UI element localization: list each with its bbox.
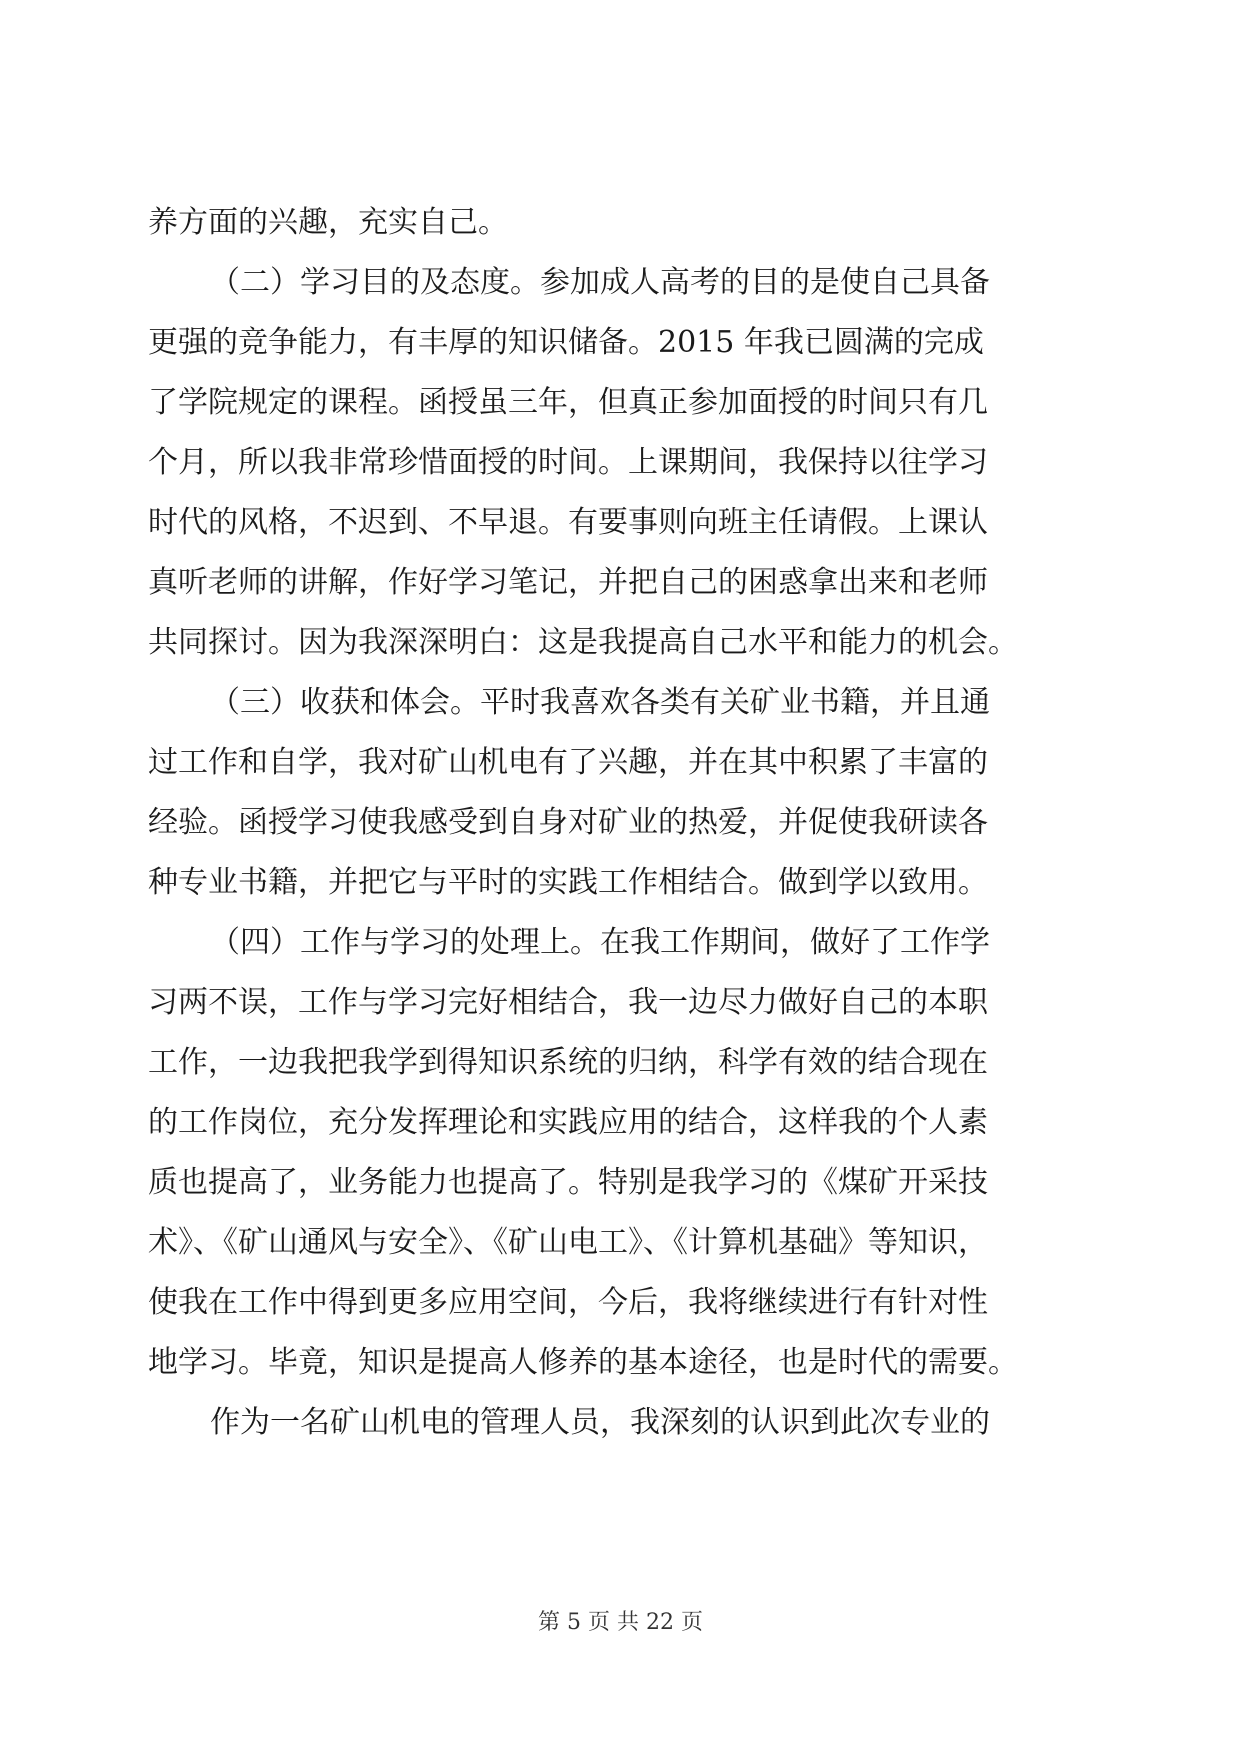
text-line: 使我在工作中得到更多应用空间，今后，我将继续进行有针对性 — [148, 1285, 988, 1320]
page-number: 第 5 页 共 22 页 — [538, 1610, 703, 1635]
text-line: （四）工作与学习的处理上。在我工作期间，做好了工作学 — [210, 925, 990, 960]
text-line: （三）收获和体会。平时我喜欢各类有关矿业书籍，并且通 — [210, 685, 990, 720]
text-line: 共同探讨。因为我深深明白：这是我提高自己水平和能力的机会。 — [148, 625, 1018, 660]
text-line: 种专业书籍，并把它与平时的实践工作相结合。做到学以致用。 — [148, 865, 988, 900]
text-line: 个月，所以我非常珍惜面授的时间。上课期间，我保持以往学习 — [148, 445, 988, 480]
page-footer — [0, 1608, 1241, 1638]
text-line: 真听老师的讲解，作好学习笔记，并把自己的困惑拿出来和老师 — [148, 565, 988, 600]
text-line: 质也提高了，业务能力也提高了。特别是我学习的《煤矿开采技 — [148, 1165, 988, 1200]
text-line: 经验。函授学习使我感受到自身对矿业的热爱，并促使我研读各 — [148, 805, 988, 840]
text-line: 作为一名矿山机电的管理人员，我深刻的认识到此次专业的 — [210, 1405, 990, 1440]
text-line: 工作，一边我把我学到得知识系统的归纳，科学有效的结合现在 — [148, 1045, 988, 1080]
text-line: 术》、《矿山通风与安全》、《矿山电工》、《计算机基础》等知识， — [148, 1225, 988, 1260]
text-line: 的工作岗位，充分发挥理论和实践应用的结合，这样我的个人素 — [148, 1105, 988, 1140]
text-line: 时代的风格，不迟到、不早退。有要事则向班主任请假。上课认 — [148, 505, 988, 540]
text-line: 地学习。毕竟，知识是提高人修养的基本途径，也是时代的需要。 — [148, 1345, 1018, 1380]
text-line: 更强的竞争能力，有丰厚的知识储备。2015 年我已圆满的完成 — [148, 325, 984, 360]
text-line: 养方面的兴趣，充实自己。 — [148, 205, 508, 240]
text-line: 习两不误，工作与学习完好相结合，我一边尽力做好自己的本职 — [148, 985, 988, 1020]
text-line: （二）学习目的及态度。参加成人高考的目的是使自己具备 — [210, 265, 990, 300]
text-line: 过工作和自学，我对矿山机电有了兴趣，并在其中积累了丰富的 — [148, 745, 988, 780]
text-line: 了学院规定的课程。函授虽三年，但真正参加面授的时间只有几 — [148, 385, 988, 420]
